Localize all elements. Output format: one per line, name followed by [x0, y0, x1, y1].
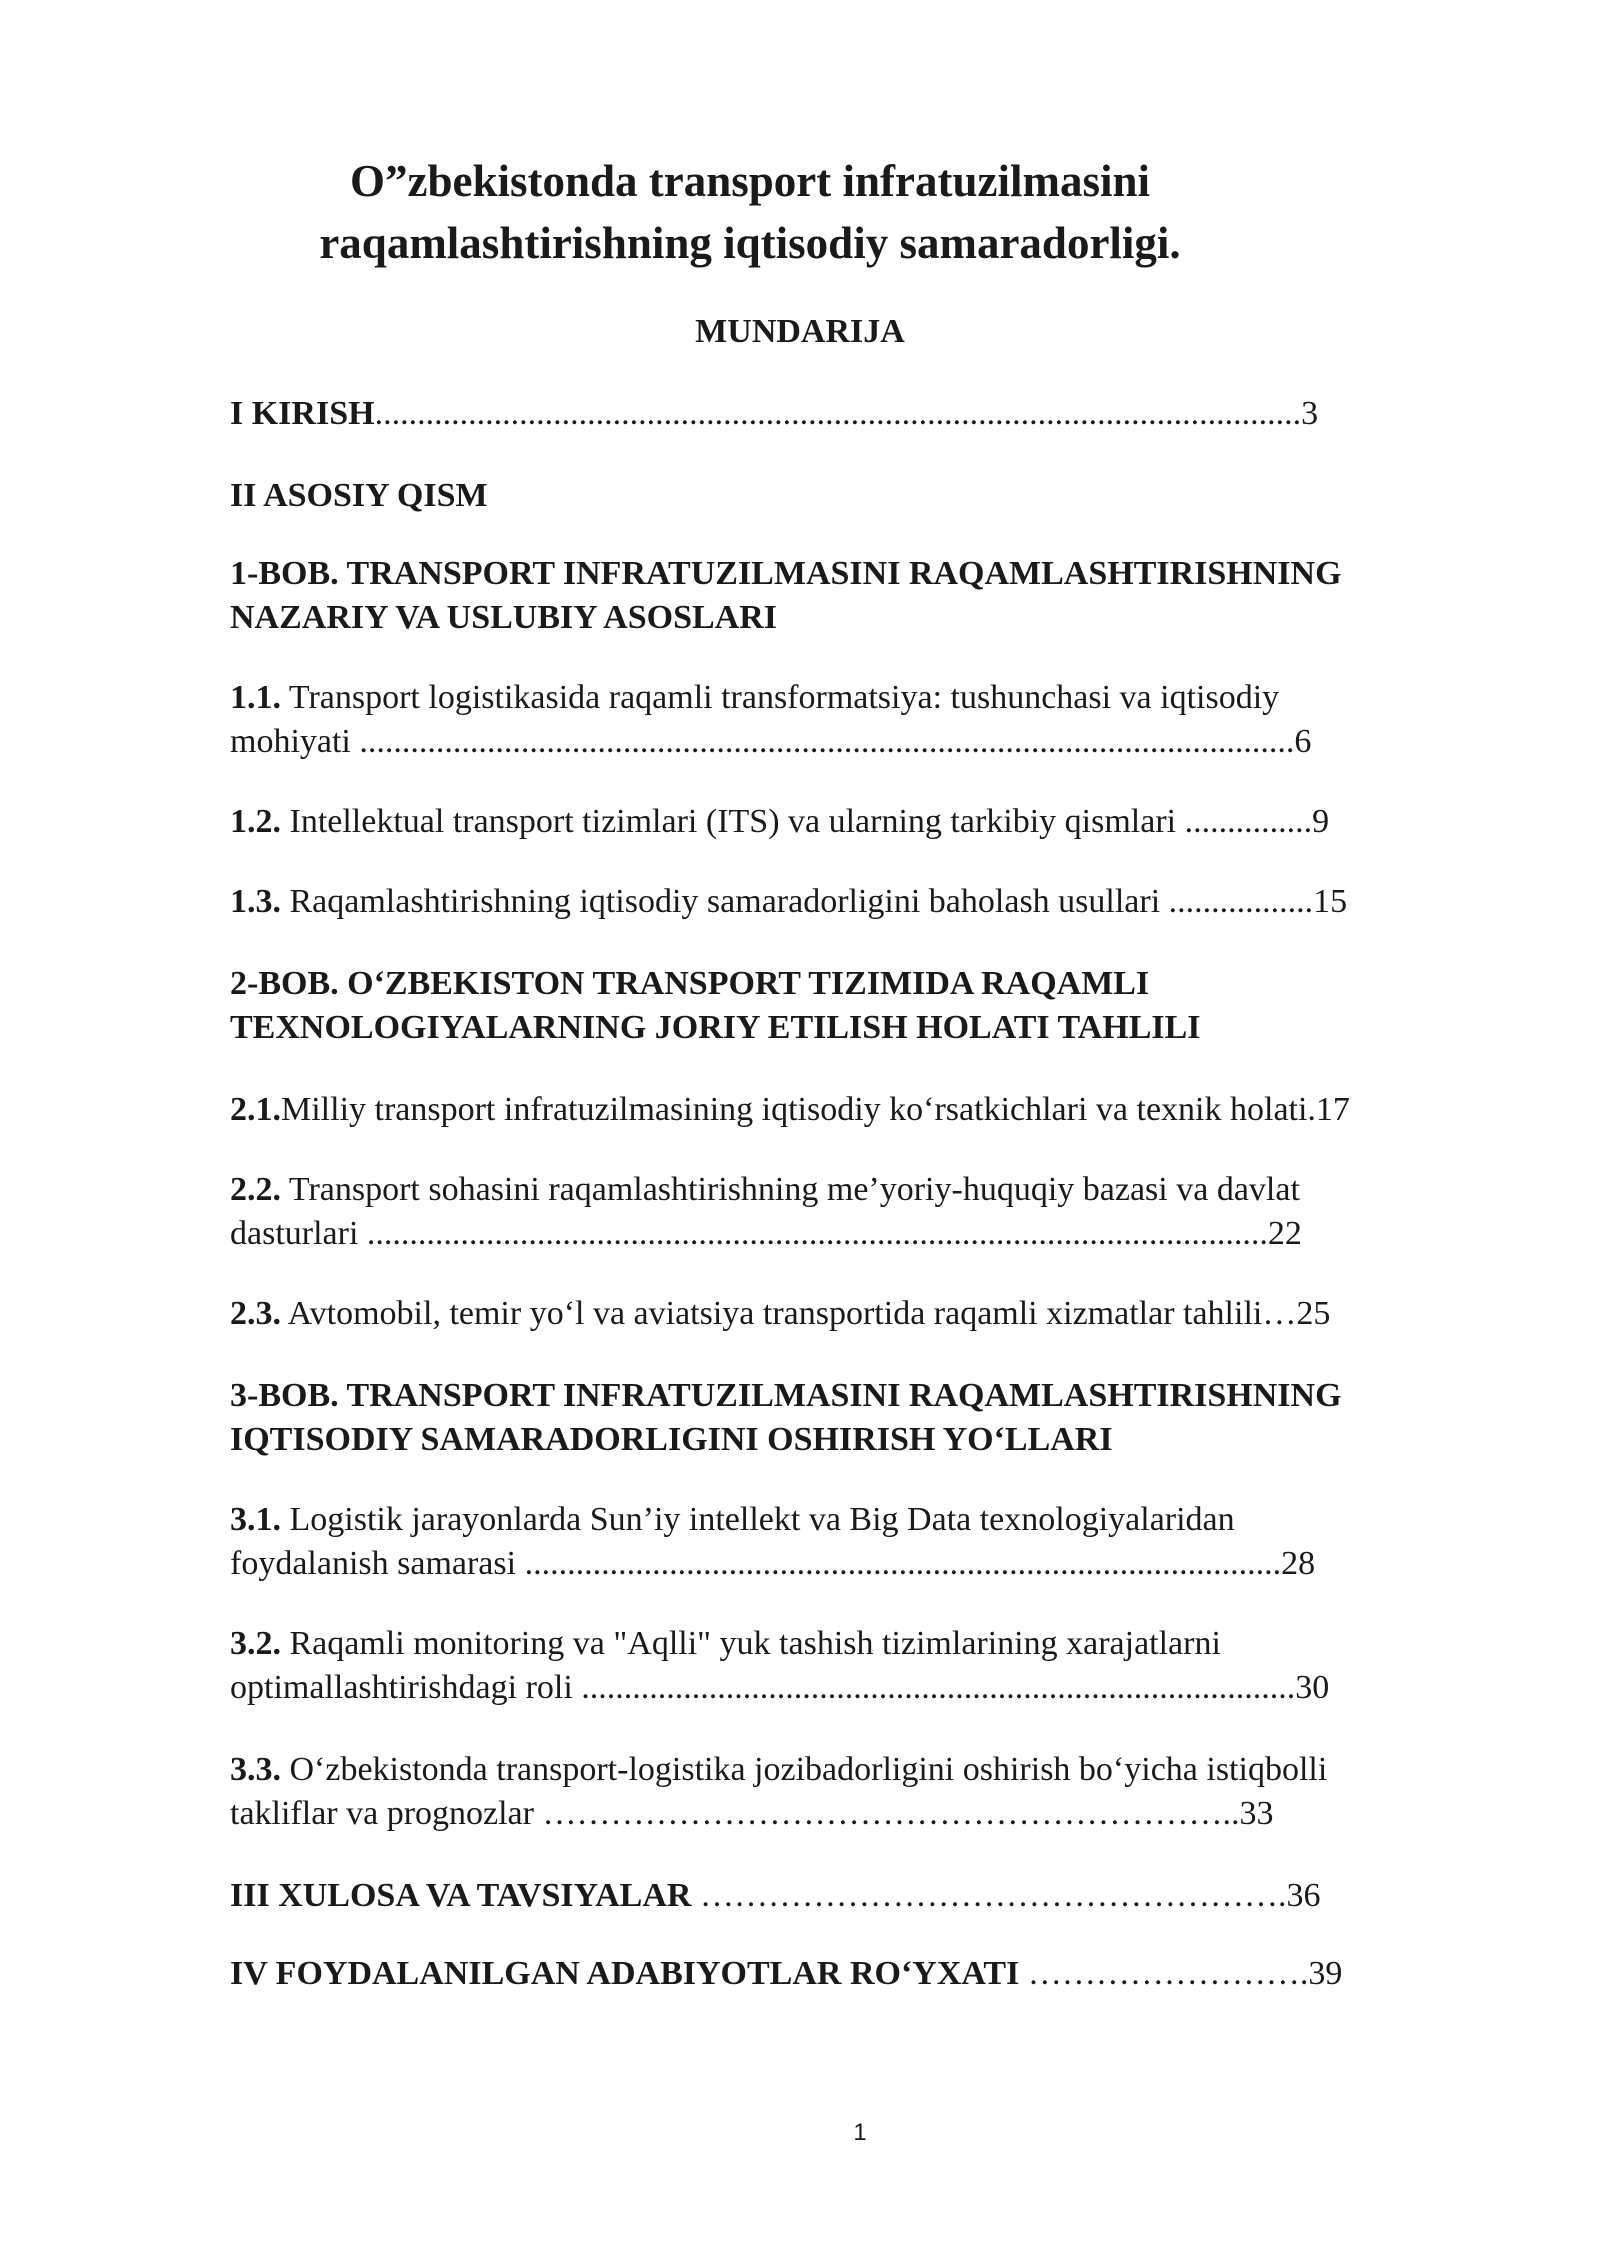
toc-entry-title: I KIRISH: [230, 395, 375, 432]
toc-chapter-3-line-2: IQTISODIY SAMARADORLIGINI OSHIRISH YO‘LLARI: [230, 1421, 1113, 1458]
document-title-line-2: raqamlashtirishning iqtisodiy samaradorligi.: [319, 218, 1181, 268]
toc-section-1-3: [230, 880, 1490, 924]
toc-entry-asosiy-qism: II ASOSIY QISM: [230, 477, 488, 514]
toc-section-title-continuation: dasturlari ..........................................................................................................22: [230, 1215, 1302, 1252]
toc-section-1-1: [230, 676, 1490, 764]
toc-entry-leader: .............................................................................................................3: [374, 395, 1319, 432]
toc-heading: MUNDARIJA: [695, 313, 905, 350]
toc-section-title-continuation: takliflar va prognozlar ……………………………………………………..33: [230, 1795, 1274, 1832]
toc-section-3-3: [230, 1748, 1490, 1836]
toc-chapter-1-line-1: 1-BOB. TRANSPORT INFRATUZILMASINI RAQAMLASHTIRISHNING: [230, 555, 1342, 592]
toc-section-number: 3.1.: [230, 1501, 281, 1538]
toc-chapter-3-line-1: 3-BOB. TRANSPORT INFRATUZILMASINI RAQAMLASHTIRISHNING: [230, 1377, 1342, 1414]
toc-section-title: Raqamlashtirishning iqtisodiy samaradorligini baholash usullari .................15: [281, 883, 1348, 920]
toc-chapter-2-line-2: TEXNOLOGIYALARNING JORIY ETILISH HOLATI TAHLILI: [230, 1009, 1201, 1046]
toc-section-number: 2.3.: [230, 1295, 281, 1332]
toc-section-title: Intellektual transport tizimlari (ITS) va ularning tarkibiy qismlari ...............9: [281, 803, 1330, 840]
toc-section-title: Avtomobil, temir yo‘l va aviatsiya transportida raqamli xizmatlar tahlili…25: [281, 1295, 1331, 1332]
toc-entry-xulosa: [230, 1874, 1490, 1918]
toc-section-title-continuation: foydalanish samarasi .........................................................................................28: [230, 1545, 1316, 1582]
toc-section-title: Transport sohasini raqamlashtirishning me’yoriy-huquqiy bazasi va davlat: [281, 1171, 1300, 1208]
toc-section-3-1: [230, 1498, 1490, 1586]
toc-entry-adabiyotlar: [230, 1952, 1490, 1996]
toc-section-1-2: [230, 800, 1490, 844]
page-number: 1: [853, 2119, 867, 2146]
toc-section-number: 1.2.: [230, 803, 281, 840]
toc-section-number: 2.1.: [230, 1091, 281, 1128]
toc-section-number: 2.2.: [230, 1171, 281, 1208]
toc-entry-kirish: [230, 392, 1490, 436]
toc-chapter-1-line-2: NAZARIY VA USLUBIY ASOSLARI: [230, 599, 778, 636]
toc-section-number: 3.2.: [230, 1625, 281, 1662]
toc-entry-title: III XULOSA VA TAVSIYALAR: [230, 1877, 692, 1914]
toc-section-number: 3.3.: [230, 1751, 281, 1788]
toc-section-3-2: [230, 1622, 1490, 1710]
toc-section-2-3: [230, 1292, 1490, 1336]
toc-section-title: Transport logistikasida raqamli transformatsiya: tushunchasi va iqtisodiy: [281, 679, 1280, 716]
toc-section-title-continuation: mohiyati ..............................................................................................................6: [230, 723, 1312, 760]
toc-section-2-2: [230, 1168, 1490, 1256]
toc-entry-title: IV FOYDALANILGAN ADABIYOTLAR RO‘YXATI: [230, 1955, 1020, 1992]
toc-chapter-2-line-1: 2-BOB. O‘ZBEKISTON TRANSPORT TIZIMIDA RAQAMLI: [230, 965, 1150, 1002]
toc-section-number: 1.1.: [230, 679, 281, 716]
toc-section-title: Milliy transport infratuzilmasining iqtisodiy ko‘rsatkichlari va texnik holati.17: [281, 1091, 1350, 1128]
toc-section-number: 1.3.: [230, 883, 281, 920]
toc-section-title: O‘zbekistonda transport-logistika jozibadorligini oshirish bo‘yicha istiqbolli: [281, 1751, 1328, 1788]
toc-chapter-1: [230, 552, 1490, 640]
toc-section-2-1: [230, 1088, 1490, 1132]
toc-entry-leader: …………………….39: [1019, 1955, 1343, 1992]
document-title: [200, 150, 1300, 274]
toc-section-title: Raqamli monitoring va "Aqlli" yuk tashish tizimlarining xarajatlarni: [281, 1625, 1221, 1662]
toc-section-title-continuation: optimallashtirishdagi roli ....................................................................................30: [230, 1669, 1330, 1706]
toc-section-title: Logistik jarayonlarda Sun’iy intellekt va Big Data texnologiyalaridan: [281, 1501, 1235, 1538]
toc-chapter-2: [230, 962, 1490, 1050]
toc-entry-leader: …………………………………………….36: [691, 1877, 1321, 1914]
toc-chapter-3: [230, 1374, 1490, 1462]
document-title-line-1: O”zbekistonda transport infratuzilmasini: [349, 156, 1151, 206]
